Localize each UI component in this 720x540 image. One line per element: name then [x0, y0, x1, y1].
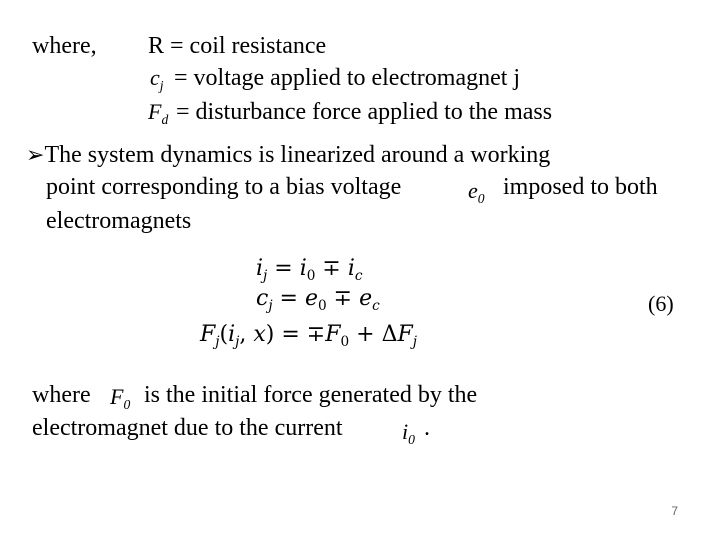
bullet-text-1: The system dynamics is linearized around a working — [44, 142, 551, 168]
footer-line-2: electromagnet due to the current — [32, 415, 343, 441]
initial-force-symbol: $F_0$ — [110, 384, 131, 412]
bullet-line-2b: imposed to both — [503, 174, 658, 200]
definition-voltage: = voltage applied to electromagnet j — [174, 65, 521, 91]
definition-force-symbol: $F_d$ — [148, 99, 169, 127]
definition-force: = disturbance force applied to the mass — [176, 99, 553, 125]
where-label: where, — [32, 33, 97, 59]
initial-current-symbol: $i_0$ — [402, 419, 415, 447]
footer-where: where — [32, 382, 91, 408]
footer-period: . — [424, 415, 430, 441]
bullet-line-1 — [26, 141, 550, 170]
bias-voltage-symbol: $e_0$ — [468, 178, 485, 206]
bullet-line-2a: point corresponding to a bias voltage — [46, 174, 402, 200]
bullet-marker-icon: ➢ — [26, 143, 45, 168]
equation-voltage: $c_j = e_0 \mp e_c$ — [256, 286, 380, 314]
equation-force: $F_j(i_j$, $x) = \mp F_0 + \Delta F_j$ — [200, 322, 417, 350]
equation-number: (6) — [648, 291, 674, 316]
definition-resistance: R = coil resistance — [148, 33, 327, 59]
definition-voltage-symbol: $c_j$ — [150, 65, 164, 93]
equation-current: $i_j = i_0 \mp i_c$ — [256, 256, 363, 284]
slide-number: 7 — [671, 504, 678, 518]
bullet-line-3: electromagnets — [46, 208, 192, 234]
footer-line-1: is the initial force generated by the — [144, 382, 478, 408]
